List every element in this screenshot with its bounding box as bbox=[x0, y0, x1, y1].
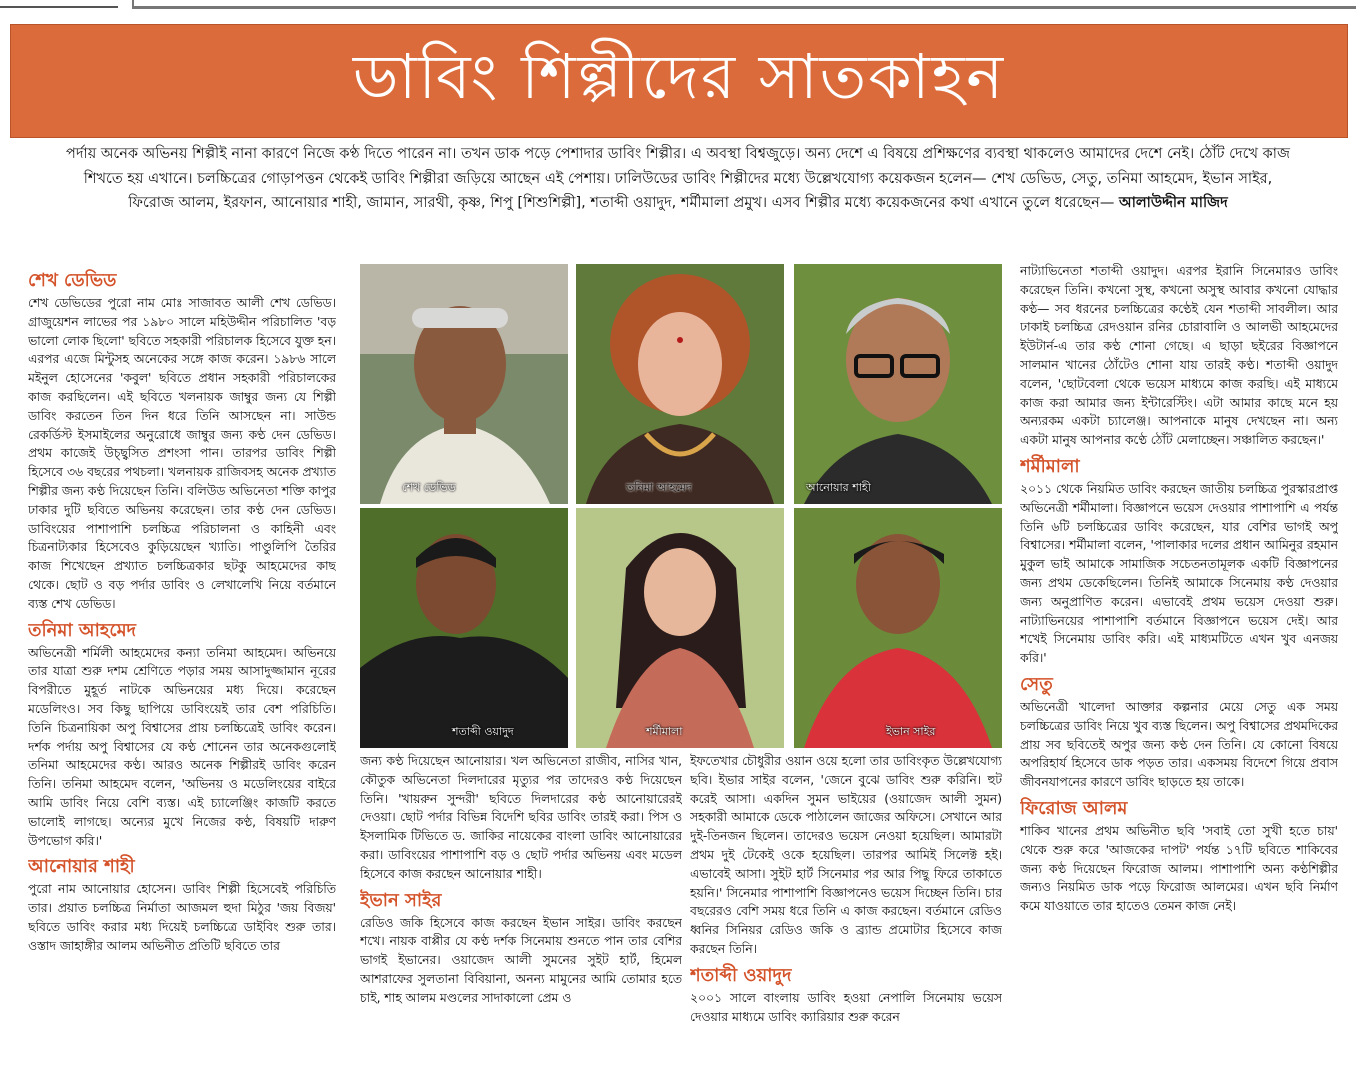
top-rule bbox=[0, 0, 1356, 22]
photo-shatabdi-wadud bbox=[360, 508, 568, 748]
section-body-anwar-cont: জন্য কণ্ঠ দিয়েছেন আনোয়ার। খল অভিনেতা রাজীব, নাসির খান, কৌতুক অভিনেতা দিলদারের মৃত্যুর পর তাদেরও কণ্ঠ দিয়েছেন তিনি। 'খায়রুন সুন্দরী' ছবিতে দিলদারের কণ্ঠ আনোয়ারেরই দেওয়া। ছোট পর্দার বিভিন্ন বিদেশি ছবির ডাবিং তারই করা। পিস ও ইসলামিক টিভিতে ড. জাকির নায়েকের বাংলা ডাবিং আনোয়ারের করা। ডাবিংয়ের পাশাপাশি বড় ও ছোট পর্দার অভিনয় এবং মডেল হিসেবে কাজ করছেন আনোয়ার শাহী। bbox=[360, 754, 682, 881]
portrait-image bbox=[360, 264, 568, 504]
photo-caption: শর্মীমালা bbox=[646, 725, 683, 738]
section-body-anwar: পুরো নাম আনোয়ার হোসেন। ডাবিং শিল্পী হিসেবেই পরিচিতি তার। প্রয়াত চলচ্চিত্র নির্মাতা আজমল হুদা মিঠুর 'জয় বিজয়' ছবিতে ডাবিং করার মধ্য দিয়েই চলচ্চিত্রে ডাইবিং শুরু তার। ওস্তাদ জাহাঙ্গীর আলম অভিনীত প্রতিটি ছবিতে তার bbox=[28, 882, 336, 953]
byline: আলাউদ্দীন মাজিদ bbox=[1118, 195, 1228, 211]
section-body-shatabdi-cont: নাট্যাভিনেতা শতাব্দী ওয়াদুদ। এরপর ইরানি সিনেমারও ডাবিং করেছেন তিনি। কখনো সুস্থ, কখনো অসুস্থ আবার কখনো যোদ্ধার কণ্ঠ— সব ধরনের চলচ্চিত্রের কণ্ঠেই যেন শতাব্দী সাবলীল। আর ঢাকাই চলচ্চিত্র রেদওয়ান রনির চোরাবালি ও আলভী আহমেদের ইউটার্ন-এ তার কণ্ঠ শোনা গেছে। এ ছাড়া ছইরের বিজ্ঞাপনে সালমান খানের ঠোঁটেও শোনা যায় তারই কণ্ঠ। শতাব্দী ওয়াদুদ বলেন, 'ছোটবেলা থেকে ভয়েস মাধ্যমে কাজ করছি। এই মাধ্যমে কাজ করা আমার জন্য ইন্টারেস্টিং। এটা আমার কাছে মনে হয় অন্যরকম একটা চ্যালেঞ্জ। আপনাকে মানুষ দেখছেন না। অন্য একটা মানুষ আপনার কণ্ঠে ঠোঁট মেলাচ্ছেন। সঞ্চালিত করছেন।' bbox=[1020, 264, 1338, 448]
section-heading-sharmimala: শর্মীমালা bbox=[1020, 455, 1080, 477]
photo-sharmimala bbox=[576, 508, 784, 748]
photo-caption: শতাব্দী ওয়াদুদ bbox=[452, 725, 514, 738]
section-body-sharmimala: ২০১১ থেকে নিয়মিত ডাবিং করছেন জাতীয় চলচ্চিত্র পুরস্কারপ্রাপ্ত অভিনেত্রী শর্মীমালা। বিজ্ঞাপনে ভয়েস দেওয়ার পাশাপাশি এ পর্যন্ত তিনি ৬টি চলচ্চিত্রের ডাবিং করেছেন, যার বেশির ভাগই অপু বিশ্বাসের। শর্মীমালা বলেন, 'পালাকার দলের প্রধান আমিনুর রহমান মুকুল ভাই আমাকে সামাজিক সচেতনতামূলক একটি বিজ্ঞাপনের জন্য প্রথম ডেকেছিলেন। তিনিই আমাকে সিনেমায় কণ্ঠ দেওয়ার জন্য অনুপ্রাণিত করেন। এভাবেই প্রথম ভয়েস দেওয়া শুরু। নাট্যাভিনয়ের পাশাপাশি বর্তমানে বিজ্ঞাপনে ভয়েস দেই। আর শখেই সিনেমায় ডাবিং করি। এই মাধ্যমটিতে এখন খুব এনজয় করি।' bbox=[1020, 481, 1338, 666]
intro-paragraph bbox=[60, 142, 1296, 216]
photo-caption: আনোয়ার শাহী bbox=[806, 481, 871, 494]
section-body-setu: অভিনেত্রী খালেদা আক্তার কল্পনার মেয়ে সেতু এক সময় চলচ্চিত্রের ডাবিং নিয়ে খুব ব্যস্ত ছিলেন। অপু বিশ্বাসের প্রথমদিকের প্রায় সব ছবিতেই অপুর জন্য কণ্ঠ দেন তিনি। যে কোনো বিষয়ে অপরিহার্য হিসেবে ডাক পড়ত তার। একসময় বিদেশে গিয়ে প্রবাস জীবনযাপনের কারণে ডাবিং ছাড়তে হয় তাকে। bbox=[1020, 699, 1338, 790]
photo-caption: ইভান সাইর bbox=[886, 725, 936, 738]
section-body-evan: রেডিও জকি হিসেবে কাজ করছেন ইভান সাইর। ডাবিং করছেন শখে। নায়ক বাপ্পীর যে কণ্ঠ দর্শক সিনেমায় শুনতে পান তার বেশির ভাগই ইভানের। ওয়াজেদ আলী সুমনের সুইট হার্ট, হিমেল আশরাফের সুলতানা বিবিয়ানা, অনন্য মামুনের আমি তোমার হতে চাই, শাহ আলম মণ্ডলের সাদাকালো প্রেম ও bbox=[360, 915, 682, 1005]
intro-text: পর্দায় অনেক অভিনয় শিল্পীই নানা কারণে নিজে কণ্ঠ দিতে পারেন না। তখন ডাক পড়ে পেশাদার ডাবিং শিল্পীর। এ অবস্থা বিশ্বজুড়ে। অন্য দেশে এ বিষয়ে প্রশিক্ষণের ব্যবস্থা থাকলেও আমাদের দেশে নেই। ঠোঁট দেখে কাজ শিখতে হয় এখানে। চলচ্চিত্রের গোড়াপত্তন থেকেই ডাবিং শিল্পীরা জড়িয়ে আছেন এই পেশায়। ঢালিউডের ডাবিং শিল্পীদের মধ্যে উল্লেখযোগ্য কয়েকজন হলেন— শেখ ডেভিড, সেতু, তনিমা আহমেদ, ইভান সাইর, ফিরোজ আলম, ইরফান, আনোয়ার শাহী, জামান, সারথী, কৃষ্ণ, শিপু [শিশুশিল্পী], শতাব্দী ওয়াদুদ, শর্মীমালা প্রমুখ। এসব শিল্পীর মধ্যে কয়েকজনের কথা এখানে তুলে ধরেছেন— bbox=[66, 146, 1290, 211]
section-body-david: শেখ ডেভিডের পুরো নাম মোঃ সাজাবত আলী শেখ ডেভিড। গ্রাজুয়েশন লাভের পর ১৯৮০ সালে মহিউদ্দীন পরিচালিত 'বড় ভালো লোক ছিলো' ছবিতে সহকারী পরিচালক হিসেবে যুক্ত হন। এরপর এজে মিন্টুসহ অনেকের সঙ্গে কাজ করেন। ১৯৮৬ সালে মইনুল হোসেনের 'কবুল' ছবিতে প্রধান সহকারী পরিচালকের কাজ করছিলেন। এই ছবিতে খলনায়ক জাম্বুর জন্য যে শিল্পী ডাবিং করতেন তিন দিন ধরে তিনি আসছেন না। সাউন্ড রেকর্ডিস্ট ইসমাইলের অনুরোধে জাম্বুর জন্য কণ্ঠ দেন ডেভিড। প্রথম কাজেই উচ্ছ্বসিত প্রশংসা পান। তারপর ডাবিং শিল্পী হিসেবে ৩৬ বছরের পথচলা। খলনায়ক রাজিবসহ অনেক প্রখ্যাত শিল্পীর জন্য কণ্ঠ দিয়েছেন তিনি। বলিউড অভিনেতা শক্তি কাপুর ঢাকার দুটি ছবিতে অভিনয় করেছেন। তার কণ্ঠ দেন ডেভিড। ডাবিংয়ের পাশাপাশি চলচ্চিত্র পরিচালনা ও কাহিনী এবং চিত্রনাট্যকার হিসেবেও কুড়িয়েছেন খ্যাতি। পাণ্ডুলিপি তৈরির কাজ শিখেছেন প্রখ্যাত চলচ্চিত্রকার ছটকু আহমেদের কাছ থেকে। ছোট ও বড় পর্দার ডাবিং ও লেখালেখি নিয়ে বর্তমানে ব্যস্ত শেখ ডেভিড। bbox=[28, 296, 336, 611]
section-heading-tanima: তনিমা আহমেদ bbox=[28, 619, 137, 641]
section-body-shatabdi: ২০০১ সালে বাংলায় ডাবিং হওয়া নেপালি সিনেমায় ভয়েস দেওয়ার মাধ্যমে ডাবিং ক্যারিয়ার শুরু করেন bbox=[690, 990, 1002, 1024]
photo-caption: শেখ ডেভিড bbox=[402, 481, 456, 494]
portrait-image bbox=[576, 508, 784, 748]
section-heading-evan: ইভান সাইর bbox=[360, 889, 442, 911]
section-heading-david: শেখ ডেভিড bbox=[28, 270, 117, 291]
photo-evan-sair bbox=[794, 508, 1002, 748]
section-body-evan-cont: ইফতেখার চৌধুরীর ওয়ান ওয়ে হলো তার ডাবিংকৃত উল্লেখযোগ্য ছবি। ইভার সাইর বলেন, 'জেনে বুঝে ডাবিং শুরু করিনি। হুট করেই আসা। একদিন সুমন ভাইয়ের (ওয়াজেদ আলী সুমন) সহকারী আমাকে ডেকে পাঠালেন জাজের অফিসে। সেখানে আর দুই-তিনজন ছিলেন। তাদেরও ভয়েস নেওয়া হয়েছিল। আমারটা প্রথম দুই টেকেই ওকে হয়েছিল। তারপর আমিই সিলেক্ট হই। এভাবেই আসা। সুইট হার্ট সিনেমার পর আর পিছু ফিরে তাকাতে হয়নি।' সিনেমার পাশাপাশি বিজ্ঞাপনেও ভয়েস দিচ্ছেন তিনি। চার বছরেরও বেশি সময় ধরে তিনি এ কাজ করছেন। বর্তমানে রেডিও ধ্বনির সিনিয়র রেডিও জকি ও ব্র্যান্ড প্রমোটার হিসেবে কাজ করছেন তিনি। bbox=[690, 754, 1002, 956]
section-body-tanima: অভিনেত্রী শর্মিলী আহমেদের কন্যা তনিমা আহমেদ। অভিনয়ে তার যাত্রা শুরু দশম শ্রেণিতে পড়ার সময় আসাদুজ্জামান নূরের বিপরীতে মুহূর্ত নাটকে অভিনয়ের মধ্য দিয়ে। করেছেন মডেলিংও। সব কিছু ছাপিয়ে ডাবিংয়েই তার বেশ পরিচিতি। তিনি চিত্রনায়িকা অপু বিশ্বাসের প্রায় চলচ্চিত্রেই ডাবিং করেন। দর্শক পর্দায় অপু বিশ্বাসের যে কণ্ঠ শোনেন তার অনেকগুলোই তনিমা আহমেদের কণ্ঠ। আরও অনেক শিল্পীরই ডাবিং করেন তিনি। তনিমা আহমেদ বলেন, 'অভিনয় ও মডেলিংয়ের বাইরে আমি ডাবিং নিয়ে বেশি ব্যস্ত। এই চ্যালেঞ্জিং কাজটি করতে ভালোই লাগছে। অন্যের মুখে নিজের কণ্ঠ, বিষয়টি দারুণ উপভোগ করি।' bbox=[28, 645, 336, 848]
headline-banner bbox=[10, 24, 1348, 138]
column-1 bbox=[28, 264, 336, 1086]
photo-caption: তনিমা আহমেদ bbox=[626, 481, 692, 494]
column-4 bbox=[1020, 262, 1338, 1086]
photo-tanima-ahmed bbox=[576, 264, 784, 504]
portrait-image bbox=[794, 264, 1002, 504]
portrait-image bbox=[794, 508, 1002, 748]
photo-sheikh-david bbox=[360, 264, 568, 504]
section-heading-firoz: ফিরোজ আলম bbox=[1020, 797, 1128, 819]
section-heading-anwar: আনোয়ার শাহী bbox=[28, 856, 135, 878]
column-2 bbox=[360, 752, 682, 1086]
top-rule-left bbox=[0, 0, 118, 8]
portrait-image bbox=[576, 264, 784, 504]
top-rule-right bbox=[132, 0, 1356, 9]
column-3 bbox=[690, 752, 1002, 1086]
section-body-firoz: শাকিব খানের প্রথম অভিনীত ছবি 'সবাই তো সুখী হতে চায়' থেকে শুরু করে 'আজকের দাপট' পর্যন্ত ১৭টি ছবিতে শাকিবের জন্য কণ্ঠ দিয়েছেন ফিরোজ আলম। পাশাপাশি অন্য কণ্ঠশিল্পীর জন্যও নিয়মিত ডাক পড়ে ফিরোজ আলমের। এখন ছবি নির্মাণ কমে যাওয়াতে তার হাতেও তেমন কাজ নেই। bbox=[1020, 823, 1338, 914]
headline: ডাবিং শিল্পীদের সাতকাহন bbox=[352, 39, 1006, 113]
photo-anwar-shahi bbox=[794, 264, 1002, 504]
portrait-image bbox=[360, 508, 568, 748]
section-heading-setu: সেতু bbox=[1020, 673, 1053, 695]
section-heading-shatabdi: শতাব্দী ওয়াদুদ bbox=[690, 964, 792, 986]
